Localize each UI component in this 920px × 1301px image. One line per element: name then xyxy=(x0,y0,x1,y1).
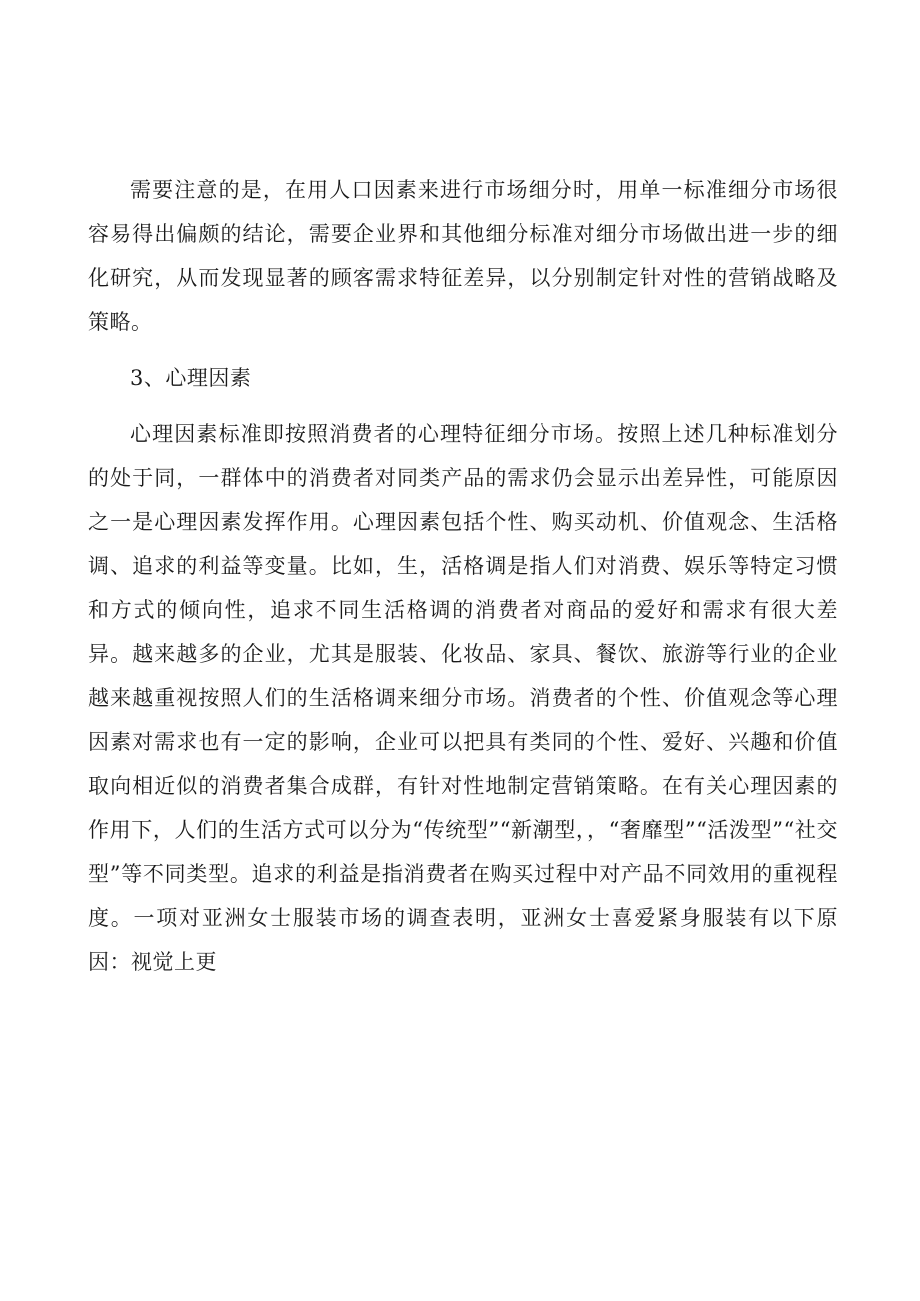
paragraph-demographic-note: 需要注意的是，在用人口因素来进行市场细分时，用单一标准细分市场很容易得出偏颇的结论，需要企业界和其他细分标准对细分市场做出进一步的细化研究，从而发现显著的顾客需求特征差异，以分别制定针对性的营销战略及策略。 xyxy=(88,178,838,334)
paragraph-psychological-factors: 心理因素标准即按照消费者的心理特征细分市场。按照上述几种标准划分的处于同，一群体中的消费者对同类产品的需求仍会显示出差异性，可能原因之一是心理因素发挥作用。心理因素包括个性、购买动机、价值观念、生活格调、追求的利益等变量。比如，生，活格调是指人们对消费、娱乐等特定习惯和方式的倾向性，追求不同生活格调的消费者对商品的爱好和需求有很大差异。越来越多的企业，尤其是服装、化妆品、家具、餐饮、旅游等行业的企业越来越重视按照人们的生活格调来细分市场。消费者的个性、价值观念等心理因素对需求也有一定的影响，企业可以把具有类同的个性、爱好、兴趣和价值取向相近似的消费者集合成群，有针对性地制定营销策略。在有关心理因素的作用下，人们的生活方式可以分为“传统型”“新潮型，，“奢靡型”“活泼型”“社交型”等不同类型。追求的利益是指消费者在购买过程中对产品不同效用的重视程度。一项对亚洲女士服装市场的调查表明，亚洲女士喜爱紧身服装有以下原因：视觉上更 xyxy=(88,422,838,974)
document-body xyxy=(88,168,838,984)
section-heading-psychological-factors: 3、心理因素 xyxy=(130,366,252,390)
